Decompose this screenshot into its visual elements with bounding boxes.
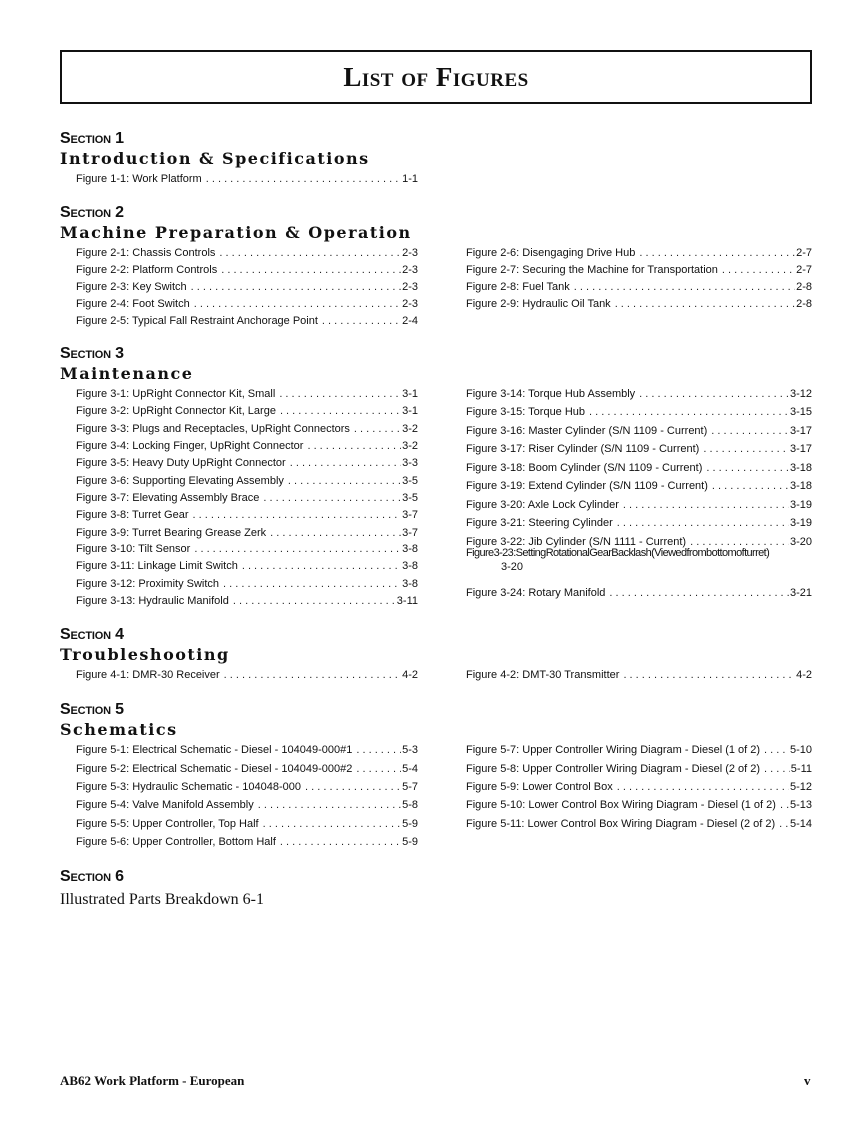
figure-entry[interactable] [76,835,418,849]
figure-page-number: 3-7 [402,509,418,521]
figure-entry[interactable] [466,461,812,475]
figure-page-number: 3-20 [789,536,812,548]
dot-leader [194,542,401,556]
figure-label: Figure 2-7: Securing the Machine for Transportation [466,264,718,276]
figure-label: Figure 3-5: Heavy Duty UpRight Connector [76,457,286,469]
dot-leader [712,479,789,493]
figure-page-number: 3-5 [402,475,418,487]
section-title: Schematics [60,720,178,739]
figure-page-number: 3-17 [789,425,812,437]
section-block [60,130,820,185]
figure-label: Figure 2-9: Hydraulic Oil Tank [466,298,611,310]
dot-leader [279,387,401,401]
figure-entry[interactable] [76,559,418,573]
figure-entry[interactable] [76,263,418,277]
section-label: Section 6 [60,868,124,885]
section-title: Introduction & Specifications [60,149,370,168]
page-title: List of Figures [343,61,529,92]
figure-entry[interactable] [76,297,418,311]
figure-label: Figure 2-1: Chassis Controls [76,247,216,259]
figure-entry[interactable] [76,387,418,401]
figure-page-number: 3-8 [402,543,418,555]
section-block [60,626,820,681]
section-block [60,868,820,910]
figure-label: Figure 3-11: Linkage Limit Switch [76,560,238,572]
figure-page-number: 3-19 [789,499,812,511]
dot-leader [307,439,401,453]
figure-entry[interactable] [466,424,812,438]
figure-page-number: 3-8 [402,560,418,572]
figure-label: Figure 5-1: Electrical Schematic - Diesel - 104049-000#1 [76,744,353,756]
figure-label: Figure 2-2: Platform Controls [76,264,218,276]
figure-label: Figure 2-3: Key Switch [76,281,187,293]
dot-leader [706,461,789,475]
figure-label: Figure 5-11: Lower Control Box Wiring Diagram - Diesel (2 of 2) [466,818,776,830]
figure-page-number: 3-5 [402,492,418,504]
figure-page-number: 1-1 [402,173,418,185]
figure-page-number: 5-8 [402,799,418,811]
figure-entry[interactable] [466,297,812,311]
figure-page-number: 3-18 [789,480,812,492]
figure-entry[interactable] [466,516,812,530]
dot-leader [615,297,795,311]
figure-page-number: 2-3 [402,281,418,293]
figure-page-number: 2-4 [402,315,418,327]
figure-label: Figure 3-14: Torque Hub Assembly [466,388,636,400]
figure-label: Figure 5-10: Lower Control Box Wiring Diagram - Diesel (1 of 2) [466,799,776,811]
figure-label: Figure 3-12: Proximity Switch [76,578,220,590]
dot-leader [574,280,795,294]
section-label: Section 4 [60,626,124,643]
figure-label: Figure 2-6: Disengaging Drive Hub [466,247,636,259]
figure-entry[interactable] [466,668,812,682]
dot-leader [206,172,401,186]
dot-leader [617,780,789,794]
figure-entry[interactable] [76,172,418,186]
figure-entry[interactable] [76,798,418,812]
dot-leader [780,798,789,812]
figure-entry[interactable] [466,780,812,794]
figure-page-number: 3-15 [789,406,812,418]
dot-leader [233,594,396,608]
figure-label: Figure 3-13: Hydraulic Manifold [76,595,229,607]
figure-entry[interactable] [76,314,418,328]
dot-leader [191,280,401,294]
figure-page-number: 3-7 [402,527,418,539]
figure-page-number: 5-7 [402,781,418,793]
figure-page-number: 5-12 [789,781,812,793]
figure-entry[interactable] [76,474,418,488]
figure-label: Figure 3-19: Extend Cylinder (S/N 1109 - Current) [466,480,708,492]
dot-leader [722,263,795,277]
figure-page-number: 3-12 [789,388,812,400]
dot-leader [280,835,401,849]
figure-label: Figure 2-4: Foot Switch [76,298,190,310]
figure-label: Figure 1-1: Work Platform [76,173,202,185]
figure-entry[interactable] [466,405,812,419]
dot-leader [193,508,402,522]
figure-label: Figure 3-3: Plugs and Receptacles, UpRight Connectors [76,423,350,435]
dot-leader [354,422,401,436]
figure-label: Figure 5-5: Upper Controller, Top Half [76,818,259,830]
figure-label: Figure 5-8: Upper Controller Wiring Diagram - Diesel (2 of 2) [466,763,761,775]
dot-leader [194,297,401,311]
dot-leader [280,404,401,418]
figure-label: Figure 5-9: Lower Control Box [466,781,613,793]
figure-entry[interactable] [466,798,812,812]
dot-leader [779,817,789,831]
section-title[interactable]: Illustrated Parts Breakdown 6-1 [60,891,264,908]
figure-entry[interactable] [466,442,812,456]
figure-page-number: 3-21 [789,587,812,599]
section-label: Section 5 [60,701,124,718]
figure-page-number: 5-11 [790,763,812,775]
figure-page-number: 3-17 [789,443,812,455]
dot-leader [356,743,401,757]
figure-entry[interactable] [76,526,418,540]
figure-entry[interactable] [76,456,418,470]
dot-leader [219,246,401,260]
figure-entry[interactable] [466,586,812,600]
section-label: Section 3 [60,345,124,362]
figure-page-number: 2-3 [402,264,418,276]
figure-page-number: 2-8 [796,298,812,310]
figure-label: Figure 3-20: Axle Lock Cylinder [466,499,619,511]
figure-entry[interactable] [76,743,418,757]
section-label: Section 1 [60,130,124,147]
figure-entry[interactable] [76,577,418,591]
section-title: Machine Preparation & Operation [60,223,412,242]
figure-entry[interactable] [466,546,812,574]
dot-leader [589,405,789,419]
figure-label: Figure 3-1: UpRight Connector Kit, Small [76,388,276,400]
figure-page-number: 4-2 [796,669,812,681]
figure-entry[interactable] [76,508,418,522]
figure-label: Figure 3-18: Boom Cylinder (S/N 1109 - Current) [466,462,703,474]
figure-page-number: 3-2 [402,423,418,435]
figure-label: Figure 5-2: Electrical Schematic - Diesel - 104049-000#2 [76,763,353,775]
dot-leader [221,263,401,277]
dot-leader [623,668,795,682]
dot-leader [242,559,401,573]
dot-leader [263,491,401,505]
footer-document-title: AB62 Work Platform - European [60,1073,245,1088]
figure-page-number: 3-11 [396,595,418,607]
figure-label: Figure 3-10: Tilt Sensor [76,543,191,555]
figure-entry[interactable] [76,246,418,260]
figure-page-number: 2-8 [796,281,812,293]
dot-leader [711,424,789,438]
figure-page-number: 3-1 [402,405,418,417]
figure-entry[interactable] [466,498,812,512]
section-block [60,701,820,848]
figure-entry[interactable] [466,479,812,493]
figure-entry[interactable] [76,762,418,776]
figure-entry[interactable] [466,762,812,776]
dot-leader [609,586,789,600]
figure-entry[interactable] [76,780,418,794]
figure-label: Figure 3-2: UpRight Connector Kit, Large [76,405,276,417]
dot-leader [356,762,401,776]
figure-page-number: 5-9 [402,818,418,830]
figure-label: Figure 3-24: Rotary Manifold [466,587,606,599]
section-label: Section 2 [60,204,124,221]
figure-entry[interactable] [76,439,418,453]
figure-entry[interactable] [466,387,812,401]
figure-page-number: 3-18 [789,462,812,474]
figure-label: Figure 3-17: Riser Cylinder (S/N 1109 - Current) [466,443,700,455]
figure-page-number: 3-20 [501,561,524,573]
figure-page-number: 3-19 [789,517,812,529]
figure-entry[interactable] [76,817,418,831]
figure-label: Figure 3-22: Jib Cylinder (S/N 1111 - Current) [466,536,687,548]
section-title: Maintenance [60,364,194,383]
figure-label: Figure3-23:SettingRotationalGearBacklash(Viewedfrombottomofturret) [466,547,770,559]
dot-leader [288,474,401,488]
figure-page-number: 5-3 [402,744,418,756]
figure-page-number: 5-9 [402,836,418,848]
figure-entry[interactable] [76,280,418,294]
figure-label: Figure 3-21: Steering Cylinder [466,517,613,529]
figure-label: Figure 5-3: Hydraulic Schematic - 104048-000 [76,781,302,793]
dot-leader [224,668,401,682]
figure-label: Figure 4-1: DMR-30 Receiver [76,669,220,681]
figure-entry[interactable] [76,594,418,608]
figure-entry[interactable] [466,280,812,294]
dot-leader [270,526,401,540]
dot-leader [258,798,401,812]
figure-page-number: 3-2 [402,440,418,452]
figure-label: Figure 5-6: Upper Controller, Bottom Half [76,836,276,848]
dot-leader [764,762,790,776]
dot-leader [764,743,789,757]
figure-page-number: 2-3 [402,298,418,310]
figure-entry[interactable] [466,817,812,831]
dot-leader [322,314,401,328]
figure-entry[interactable] [466,743,812,757]
figure-label: Figure 5-7: Upper Controller Wiring Diagram - Diesel (1 of 2) [466,744,761,756]
dot-leader [305,780,401,794]
figure-label: Figure 4-2: DMT-30 Transmitter [466,669,620,681]
dot-leader [617,516,789,530]
figure-label: Figure 2-5: Typical Fall Restraint Anchorage Point [76,315,318,327]
figure-label: Figure 3-4: Locking Finger, UpRight Connector [76,440,304,452]
figure-label: Figure 3-6: Supporting Elevating Assembly [76,475,284,487]
dot-leader [263,817,401,831]
figure-entry[interactable] [76,542,418,556]
figure-label: Figure 2-8: Fuel Tank [466,281,570,293]
figure-entry[interactable] [466,246,812,260]
figure-entry[interactable] [76,404,418,418]
figure-label: Figure 3-8: Turret Gear [76,509,189,521]
figure-page-number: 5-10 [789,744,812,756]
figure-page-number: 5-4 [402,763,418,775]
figure-page-number: 2-7 [796,264,812,276]
figure-entry[interactable] [76,422,418,436]
figure-page-number: 3-8 [402,578,418,590]
figure-page-number: 2-7 [796,247,812,259]
figure-entry[interactable] [76,491,418,505]
figure-label: Figure 3-7: Elevating Assembly Brace [76,492,260,504]
dot-leader [290,456,401,470]
figure-page-number: 3-1 [402,388,418,400]
figure-label: Figure 5-4: Valve Manifold Assembly [76,799,254,811]
figure-page-number: 2-3 [402,247,418,259]
figure-page-number: 5-14 [789,818,812,830]
figure-label: Figure 3-16: Master Cylinder (S/N 1109 - Current) [466,425,708,437]
figure-label: Figure 3-15: Torque Hub [466,406,586,418]
dot-leader [639,246,795,260]
dot-leader [639,387,789,401]
title-box [60,50,812,104]
dot-leader [623,498,789,512]
dot-leader [223,577,401,591]
figure-page-number: 4-2 [402,669,418,681]
section-block [60,204,820,327]
section-block [60,345,820,607]
figure-page-number: 5-13 [789,799,812,811]
figure-label: Figure 3-9: Turret Bearing Grease Zerk [76,527,267,539]
figure-page-number: 3-3 [402,457,418,469]
section-title: Troubleshooting [60,645,230,664]
dot-leader [703,442,789,456]
figure-entry[interactable] [76,668,418,682]
figure-entry[interactable] [466,263,812,277]
footer-page-number: v [804,1073,811,1088]
